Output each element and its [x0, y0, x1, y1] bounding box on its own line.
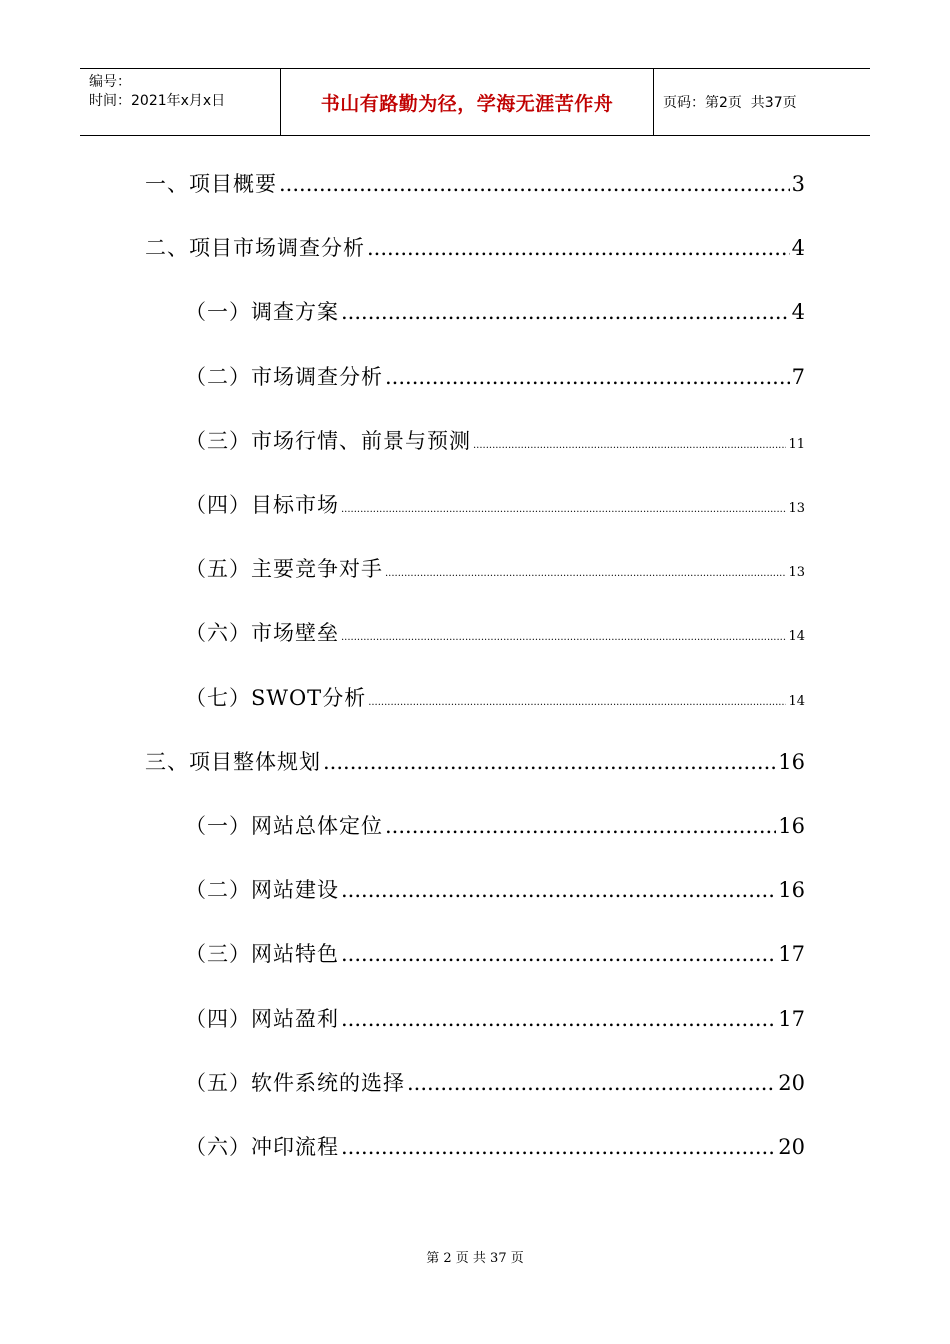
- toc-dot-leader: [341, 942, 776, 966]
- toc-entry-page: 17: [778, 1006, 805, 1031]
- toc-entry-label: （三）网站特色: [185, 942, 339, 967]
- toc-entry-page: 17: [778, 942, 805, 967]
- toc-entry-label: （三）市场行情、前景与预测: [185, 428, 471, 453]
- toc-entry-label: （一）网站总体定位: [185, 814, 383, 838]
- toc-entry-page: 16: [778, 878, 805, 903]
- footer-page-number: 第 2 页 共 37 页: [426, 1251, 524, 1266]
- toc-entry[interactable]: [185, 682, 805, 712]
- header-number: 编号：: [89, 74, 131, 90]
- header-motto: 书山有路勤为径，学海无涯苦作舟: [281, 69, 654, 135]
- toc-entry[interactable]: [185, 1067, 805, 1097]
- header-page-label: 页码：第2页 共37页: [663, 95, 797, 111]
- toc-entry-page: 13: [788, 565, 805, 581]
- toc-entry[interactable]: [185, 810, 805, 840]
- toc-entry-label: （五）软件系统的选择: [185, 1070, 405, 1095]
- toc-entry-label: （四）网站盈利: [185, 1006, 339, 1031]
- toc-entry-label: （六）市场壁垒: [185, 621, 339, 646]
- toc-dot-leader: [341, 504, 786, 515]
- page-footer: [0, 1247, 950, 1266]
- toc-dot-leader: [341, 1135, 776, 1159]
- header-meta: [80, 69, 281, 135]
- toc-entry[interactable]: [185, 425, 805, 455]
- toc-dot-leader: [341, 878, 776, 902]
- toc-dot-leader: [367, 236, 790, 260]
- toc-dot-leader: [341, 300, 790, 324]
- toc-entry-label: （七）SWOT分析: [185, 685, 367, 710]
- toc-entry-page: 16: [778, 814, 805, 838]
- toc-entry[interactable]: [185, 1131, 805, 1161]
- toc-entry[interactable]: [185, 361, 805, 391]
- toc-dot-leader: [368, 697, 786, 708]
- toc-entry[interactable]: [185, 1003, 805, 1033]
- page-header: [80, 68, 870, 136]
- toc-dot-leader: [473, 440, 786, 451]
- toc-entry[interactable]: [185, 296, 805, 326]
- toc-dot-leader: [341, 632, 786, 643]
- toc-entry-label: 一、项目概要: [145, 172, 277, 196]
- toc-entry-page: 20: [778, 1135, 805, 1159]
- toc-entry[interactable]: [185, 553, 805, 583]
- toc-entry-page: 3: [791, 172, 805, 196]
- toc-entry-label: （二）网站建设: [185, 878, 339, 903]
- header-time: 时间：2021年x月x日: [89, 93, 226, 109]
- toc-dot-leader: [385, 814, 776, 838]
- toc-entry[interactable]: [185, 874, 805, 904]
- toc-dot-leader: [385, 568, 786, 579]
- toc-entry-label: （一）调查方案: [185, 300, 339, 325]
- toc-entry-page: 14: [788, 629, 805, 645]
- toc-entry-page: 14: [788, 693, 805, 709]
- toc-entry-label: 三、项目整体规划: [145, 749, 321, 774]
- toc-entry[interactable]: [145, 746, 805, 776]
- toc-entry-label: （二）市场调查分析: [185, 364, 383, 389]
- toc-entry-label: （五）主要竞争对手: [185, 557, 383, 582]
- toc-entry[interactable]: [145, 232, 805, 262]
- toc-entry-label: （四）目标市场: [185, 493, 339, 517]
- toc-entry-page: 4: [791, 236, 805, 261]
- toc-entry[interactable]: [185, 617, 805, 647]
- header-page-info: [654, 69, 870, 135]
- toc-entry-page: 4: [791, 300, 805, 325]
- toc-entry-label: （六）冲印流程: [185, 1135, 339, 1159]
- toc-entry-label: 二、项目市场调查分析: [145, 236, 365, 261]
- toc-dot-leader: [279, 172, 790, 196]
- toc-entry[interactable]: [145, 168, 805, 198]
- toc-dot-leader: [341, 1007, 776, 1031]
- toc-entry[interactable]: [185, 489, 805, 519]
- toc-dot-leader: [407, 1071, 776, 1095]
- toc-entry-page: 16: [778, 749, 805, 774]
- toc-dot-leader: [323, 750, 776, 774]
- toc-entry-page: 20: [778, 1070, 805, 1095]
- toc-entry-page: 11: [788, 436, 805, 452]
- toc-entry-page: 7: [791, 364, 805, 389]
- toc-dot-leader: [385, 365, 790, 389]
- toc-entry-page: 13: [788, 501, 805, 516]
- toc-entry[interactable]: [185, 938, 805, 968]
